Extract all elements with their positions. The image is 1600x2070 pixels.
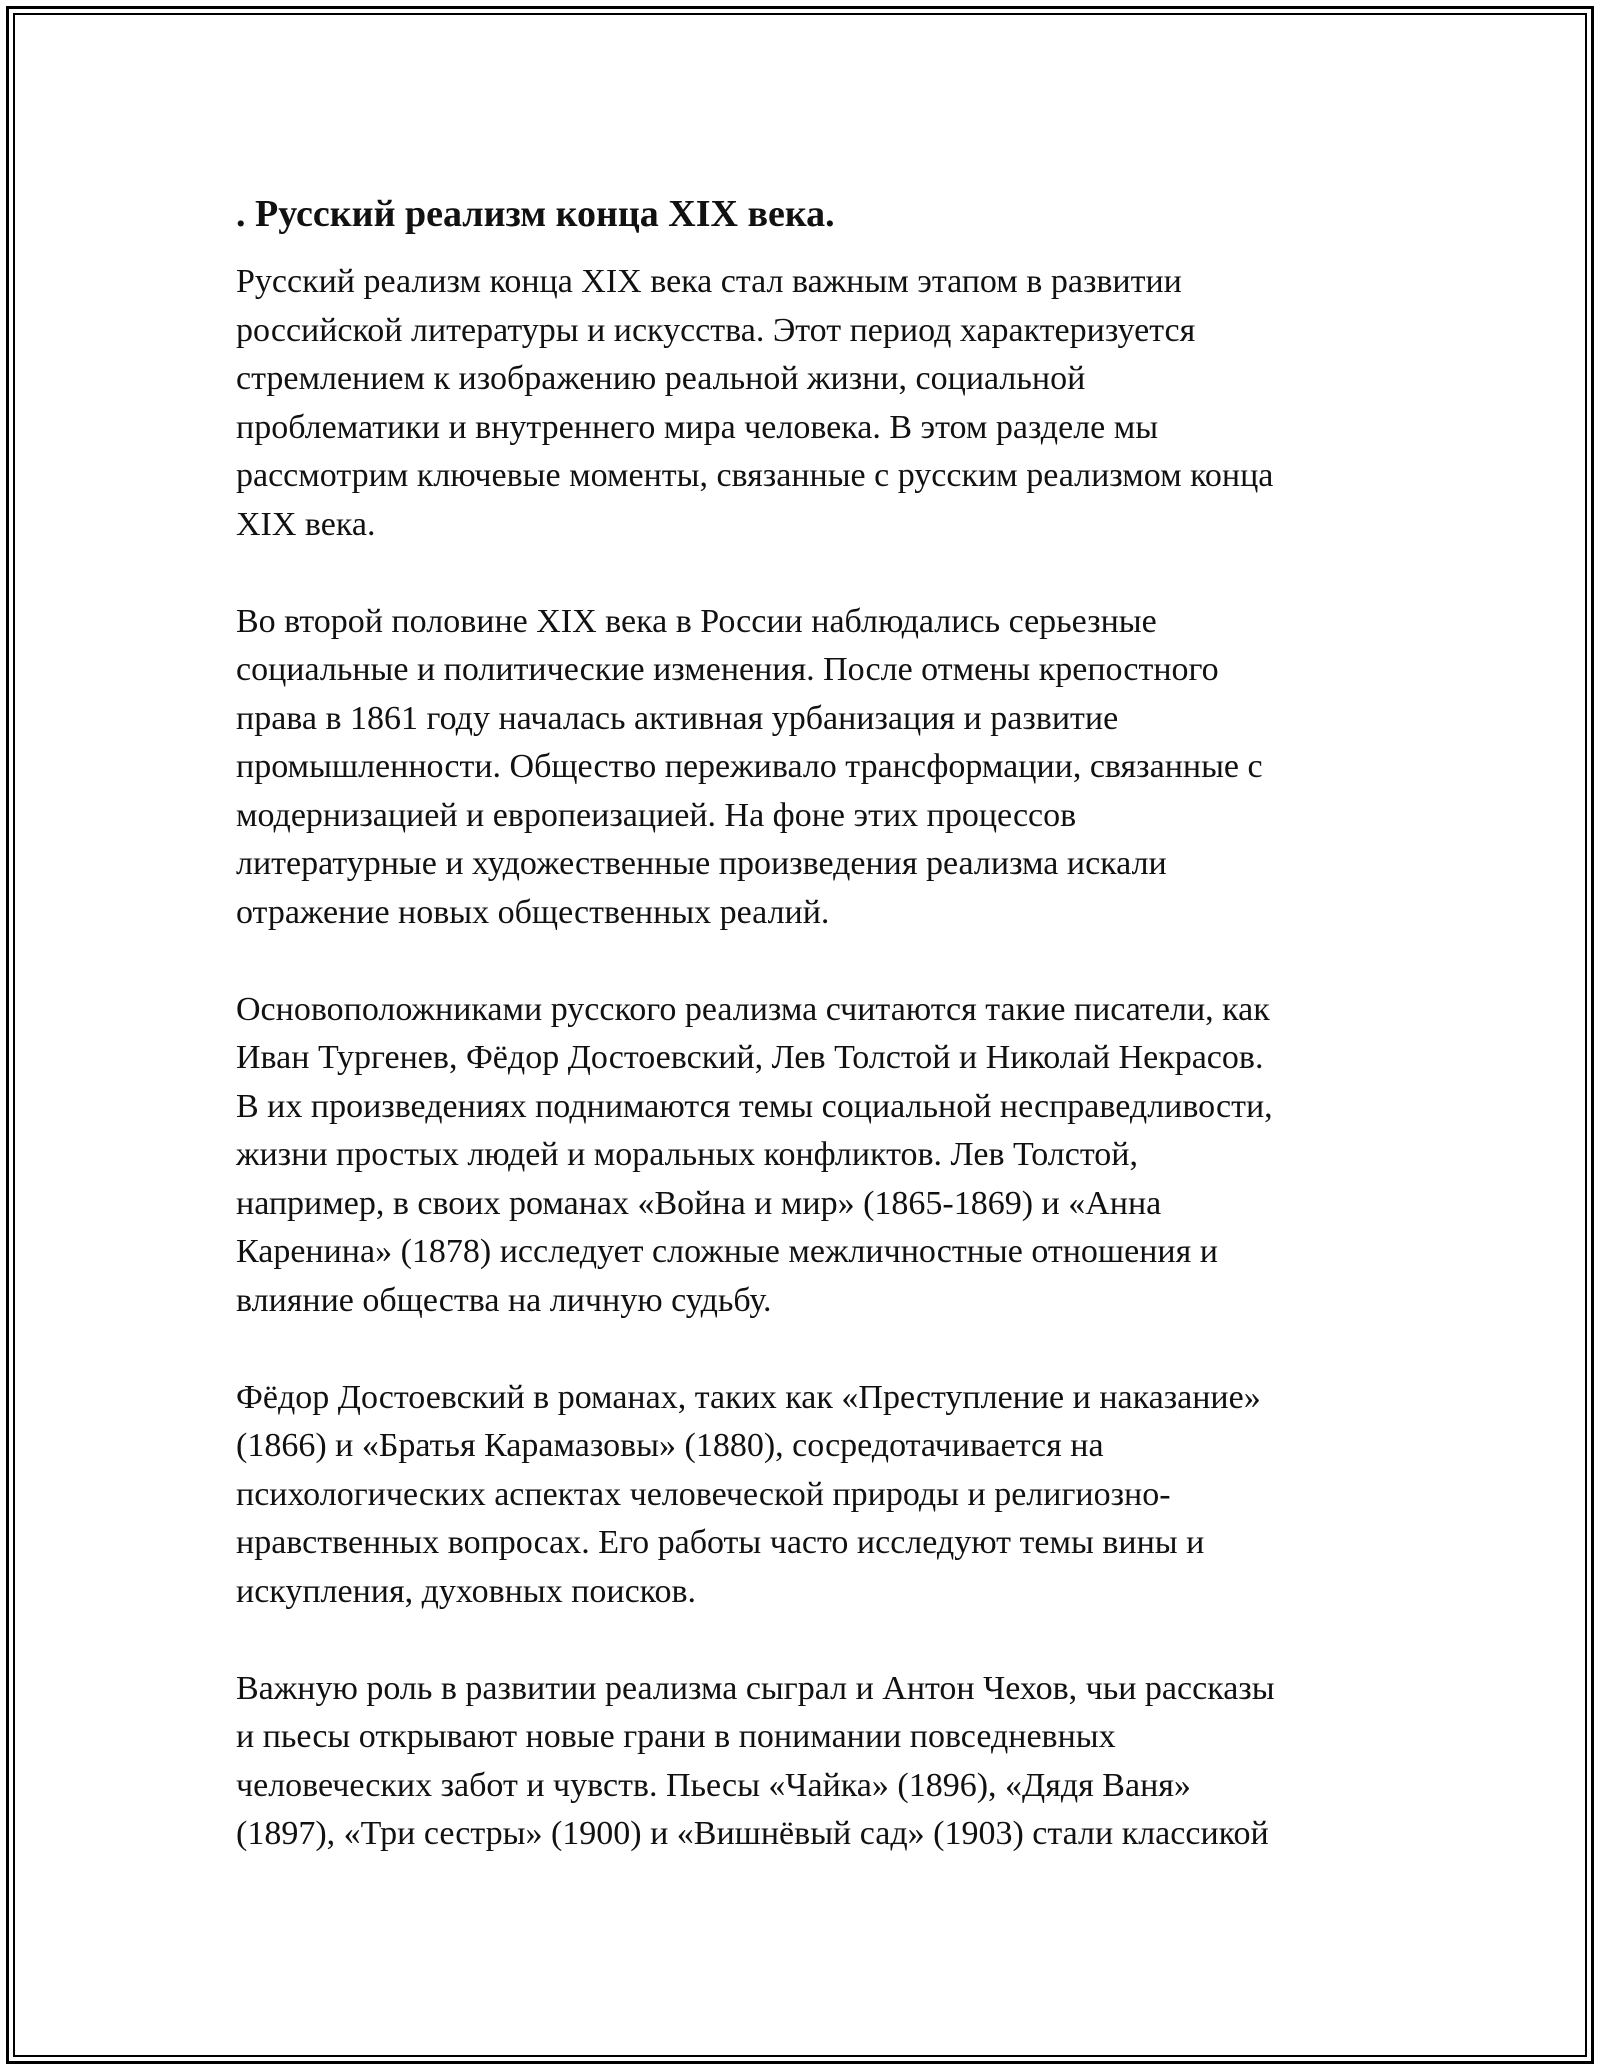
paragraph-line: искупления, духовных поисков. xyxy=(236,1572,697,1610)
paragraph-line: права в 1861 году началась активная урбанизация и развитие xyxy=(236,699,1119,737)
paragraph xyxy=(236,258,1376,549)
paragraph xyxy=(236,1374,1376,1617)
document-body xyxy=(236,190,1376,1907)
paragraph-line: проблематики и внутреннего мира человека. В этом разделе мы xyxy=(236,408,1159,446)
paragraph xyxy=(236,986,1376,1326)
paragraph-line: Русский реализм конца XIX века стал важным этапом в развитии xyxy=(236,263,1182,300)
paragraph-line: жизни простых людей и моральных конфликтов. Лев Толстой, xyxy=(236,1136,1138,1173)
section-heading: . Русский реализм конца XIX века. xyxy=(236,193,835,235)
paragraph-line: например, в своих романах «Война и мир» (1865-1869) и «Анна xyxy=(236,1184,1162,1222)
paragraph-line: и пьесы открывают новые грани в понимании повседневных xyxy=(236,1718,1116,1755)
paragraph-line: XIX века. xyxy=(236,505,376,543)
paragraph-line: В их произведениях поднимаются темы социальной несправедливости, xyxy=(236,1087,1273,1125)
paragraph-line: Фёдор Достоевский в романах, таких как «Преступление и наказание» xyxy=(236,1378,1261,1416)
paragraph-line: психологических аспектах человеческой природы и религиозно- xyxy=(236,1475,1171,1513)
paragraph xyxy=(236,1665,1376,1859)
paragraph-line: (1897), «Три сестры» (1900) и «Вишнёвый сад» (1903) стали классикой xyxy=(236,1815,1269,1852)
paragraph-line: промышленности. Общество переживало трансформации, связанные с xyxy=(236,748,1263,785)
paragraph-line: рассмотрим ключевые моменты, связанные с русским реализмом конца xyxy=(236,457,1274,494)
paragraph-line: модернизацией и европеизацией. На фоне этих процессов xyxy=(236,796,1077,834)
paragraph-line: российской литературы и искусства. Этот период характеризуется xyxy=(236,311,1196,349)
paragraph-line: социальные и политические изменения. После отмены крепостного xyxy=(236,651,1219,688)
paragraph-line: литературные и художественные произведения реализма искали xyxy=(236,845,1167,882)
paragraph-line: Иван Тургенев, Фёдор Достоевский, Лев Толстой и Николай Некрасов. xyxy=(236,1039,1264,1076)
paragraph xyxy=(236,598,1376,938)
paragraph-line: (1866) и «Братья Карамазовы» (1880), сосредотачивается на xyxy=(236,1427,1104,1464)
paragraph-line: нравственных вопросах. Его работы часто исследуют темы вины и xyxy=(236,1524,1205,1561)
paragraph-line: отражение новых общественных реалий. xyxy=(236,893,830,931)
paragraph-line: Важную роль в развитии реализма сыграл и Антон Чехов, чьи рассказы xyxy=(236,1669,1275,1707)
paragraph-line: Во второй половине XIX века в России наблюдались серьезные xyxy=(236,602,1157,640)
paragraph-line: человеческих забот и чувств. Пьесы «Чайка» (1896), «Дядя Ваня» xyxy=(236,1766,1191,1804)
paragraph-line: стремлением к изображению реальной жизни, социальной xyxy=(236,360,1086,397)
paragraph-list xyxy=(236,258,1376,1859)
paragraph-line: Основоположниками русского реализма считаются такие писатели, как xyxy=(236,990,1270,1028)
paragraph-line: влияние общества на личную судьбу. xyxy=(236,1281,772,1319)
paragraph-line: Каренина» (1878) исследует сложные межличностные отношения и xyxy=(236,1233,1218,1270)
